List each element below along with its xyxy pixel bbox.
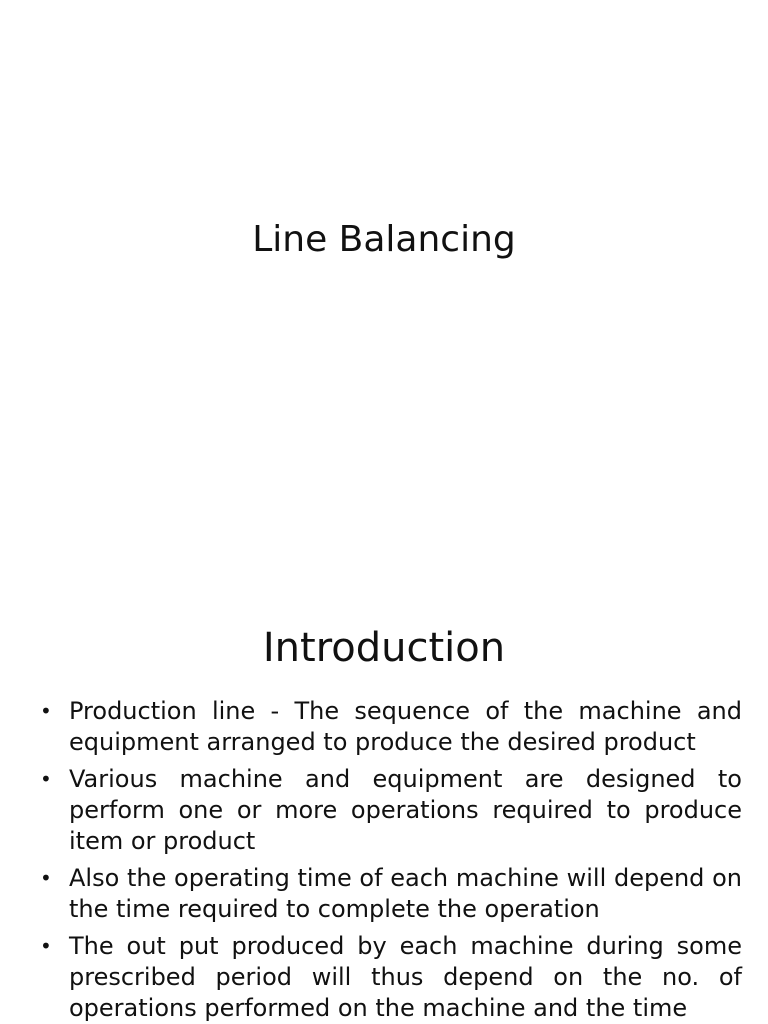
slide-title: Introduction [262, 625, 506, 671]
bullet-list [38, 696, 742, 1024]
bullet-text: Production line - The sequence of the machine and equipment arranged to produce the desired product [69, 697, 742, 756]
bullet-item [38, 696, 742, 758]
bullet-text: Also the operating time of each machine will depend on the time required to complete the operation [69, 864, 742, 923]
bullet-text: The out put produced by each machine during some prescribed period will thus depend on the no. of operations performed on the machine and the time [69, 932, 742, 1022]
slide-title: Line Balancing [252, 219, 516, 260]
bullet-icon: • [40, 699, 52, 723]
bullet-item [38, 863, 742, 925]
bullet-item [38, 931, 742, 1024]
bullet-icon: • [40, 934, 52, 958]
bullet-icon: • [40, 767, 52, 791]
introduction-slide [0, 560, 768, 1024]
bullet-item [38, 764, 742, 857]
bullet-icon: • [40, 866, 52, 890]
bullet-text: Various machine and equipment are designed to perform one or more operations required to produce item or product [69, 765, 742, 855]
